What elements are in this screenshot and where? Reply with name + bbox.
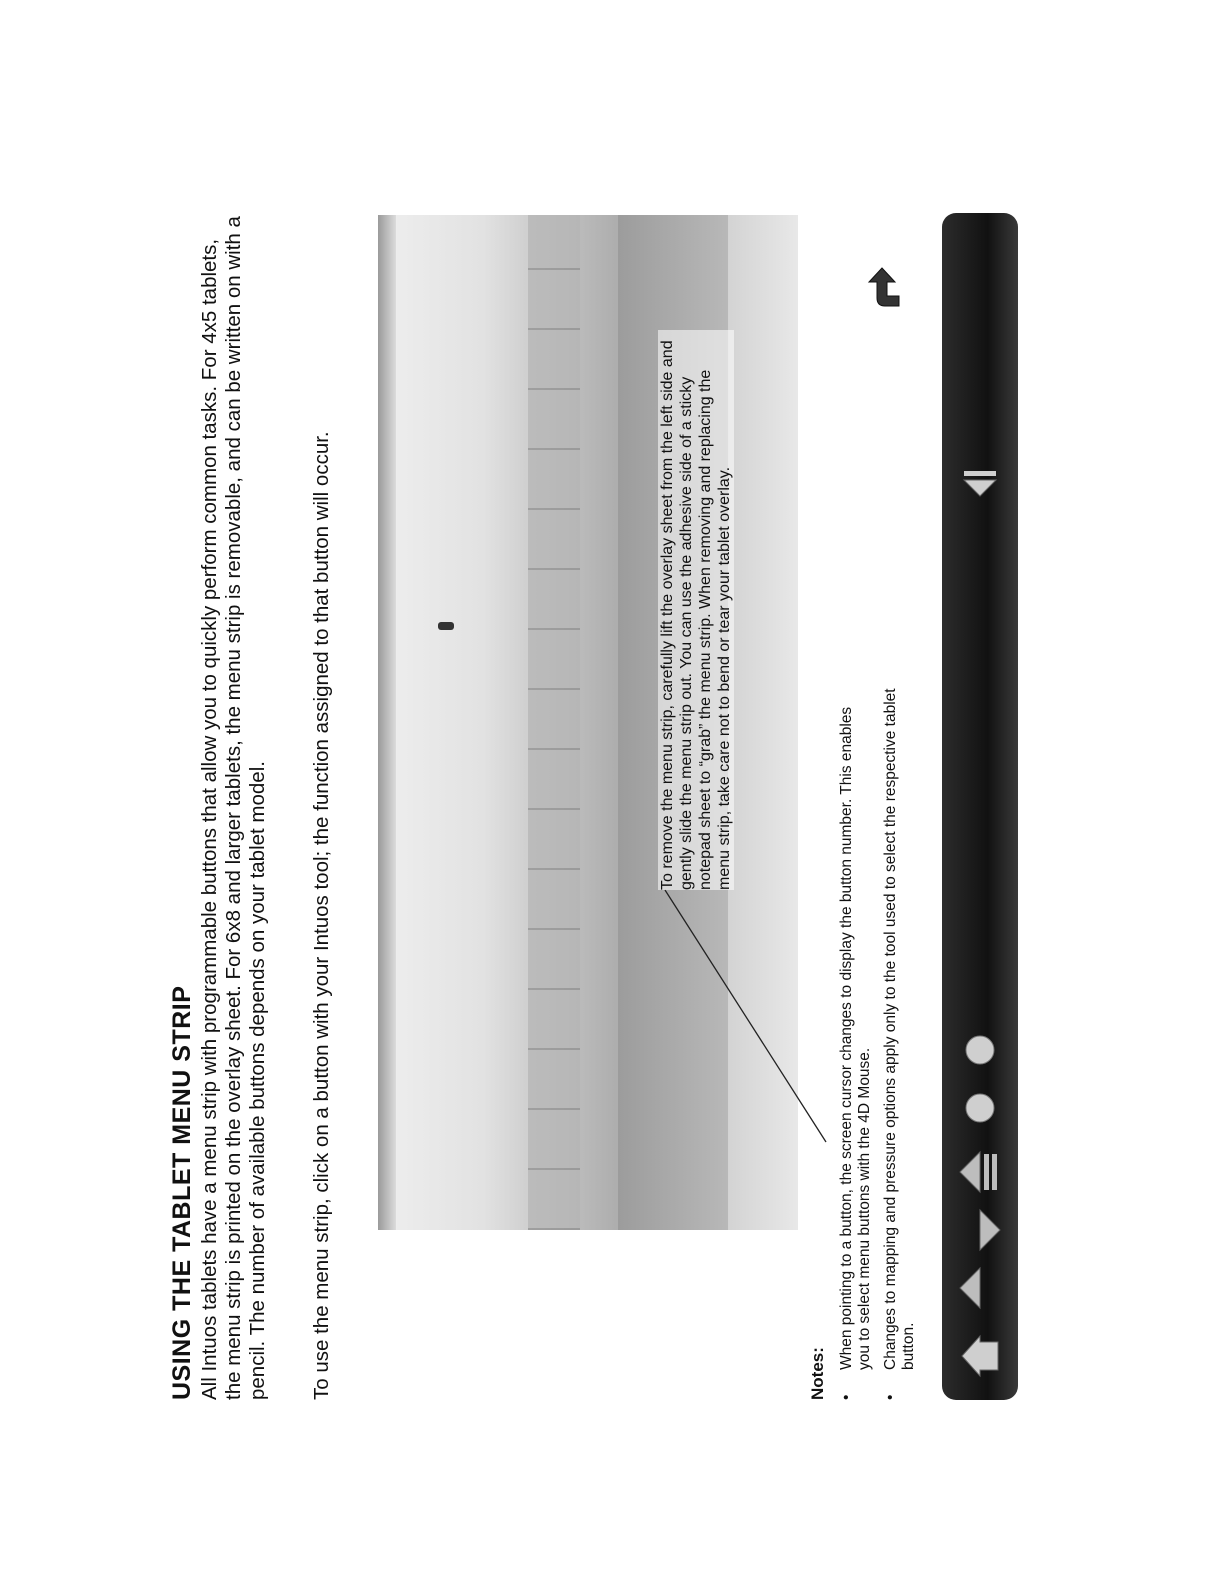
top-icon bbox=[956, 452, 1004, 500]
prev-page-icon bbox=[956, 1264, 1004, 1312]
note-item: • When pointing to a button, the screen cursor changes to display the button number. This enables you to select menu buttons with the 4D Mouse. bbox=[838, 680, 874, 1400]
back-icon bbox=[956, 1148, 1004, 1196]
home-button[interactable] bbox=[956, 1332, 1004, 1380]
intro-paragraph: All Intuos tablets have a menu strip with programmable buttons that allow you to quickly perform common tasks. For 4x5 tablets, the menu strip is printed on the overlay sheet. For 6x8 and larger tablets, the menu strip is removable, and can be written on with a pencil. The number of available buttons depends on your tablet model. bbox=[198, 216, 269, 1400]
notes-list bbox=[838, 680, 926, 1400]
previous-page-button[interactable] bbox=[956, 1264, 1004, 1312]
index-icon bbox=[956, 1026, 1004, 1074]
menu-strip-photo bbox=[378, 215, 798, 1230]
help-button[interactable] bbox=[956, 1084, 1004, 1132]
usage-paragraph: To use the menu strip, click on a button with your Intuos tool; the function assigned to that button will occur. bbox=[310, 431, 333, 1400]
callout-text: To remove the menu strip, carefully lift the overlay sheet from the left side and gently slide the menu strip out. You can use the adhesive side of a sticky notepad sheet to “grab” the menu strip. When removing and replacing the menu strip, take care not to bend or tear your tablet overlay. bbox=[658, 330, 734, 890]
navigation-bar bbox=[942, 213, 1018, 1400]
index-button[interactable] bbox=[956, 1026, 1004, 1074]
help-icon bbox=[956, 1084, 1004, 1132]
home-icon bbox=[956, 1332, 1004, 1380]
top-button[interactable] bbox=[956, 452, 1004, 500]
return-icon[interactable] bbox=[865, 264, 913, 312]
notes-heading: Notes: bbox=[808, 1347, 827, 1400]
next-page-icon bbox=[956, 1206, 1004, 1254]
manual-page bbox=[150, 210, 1030, 1400]
back-button[interactable] bbox=[956, 1148, 1004, 1196]
next-page-button[interactable] bbox=[956, 1206, 1004, 1254]
menu-strip-image bbox=[528, 215, 580, 1230]
pencil-mark bbox=[438, 622, 454, 630]
tablet-edge bbox=[378, 215, 396, 1230]
note-item: • Changes to mapping and pressure options apply only to the tool used to select the respective tablet button. bbox=[882, 680, 918, 1400]
page-title: USING THE TABLET MENU STRIP bbox=[168, 985, 196, 1400]
